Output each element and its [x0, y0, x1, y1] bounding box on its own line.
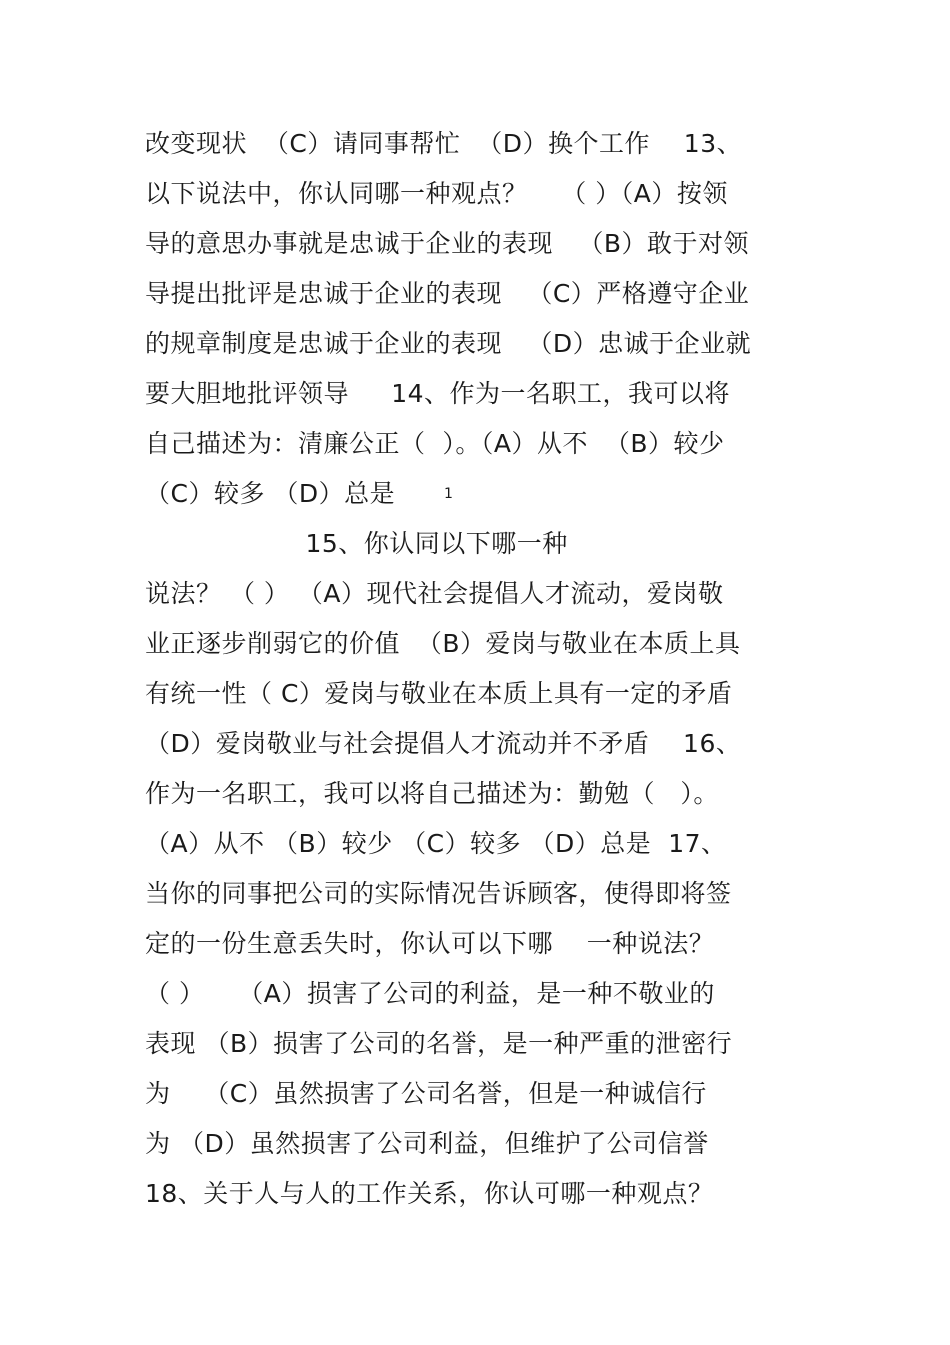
text-line: （A）从不 （B）较少 （C）较多 （D）总是 17、 [145, 829, 727, 858]
text-line: 以下说法中，你认同哪一种观点？ （ ）（A）按领 [145, 179, 728, 208]
text-line: 为 （D）虽然损害了公司利益，但维护了公司信誉 [145, 1129, 709, 1158]
text-line: 为 （C）虽然损害了公司名誉，但是一种诚信行 [145, 1079, 707, 1108]
text-line: 说法？ （ ） （A）现代社会提倡人才流动，爱岗敬 [145, 579, 724, 608]
text-line: 业正逐步削弱它的价值 （B）爱岗与敬业在本质上具 [145, 629, 741, 658]
text-line: 自己描述为：清廉公正（ ）。（A）从不 （B）较少 [145, 429, 725, 458]
text-line: 15、你认同以下哪一种 [145, 529, 568, 558]
text-line: 要大胆地批评领导 14、作为一名职工，我可以将 [145, 379, 731, 408]
text-line: 有统一性（ C）爱岗与敬业在本质上具有一定的矛盾 [145, 679, 733, 708]
text-line: 作为一名职工，我可以将自己描述为：勤勉（ ）。 [145, 779, 719, 808]
page-number: 1 [444, 486, 453, 502]
text-line: 表现 （B）损害了公司的名誉，是一种严重的泄密行 [145, 1029, 733, 1058]
text-line: （C）较多 （D）总是 [145, 479, 396, 508]
text-line: 的规章制度是忠诚于企业的表现 （D）忠诚于企业就 [145, 329, 752, 358]
text-line: 18、关于人与人的工作关系，你认可哪一种观点？ [145, 1179, 714, 1208]
text-line: （ ） （A）损害了公司的利益，是一种不敬业的 [145, 979, 715, 1008]
text-line: 当你的同事把公司的实际情况告诉顾客，使得即将签 [145, 879, 732, 908]
text-line: 导的意思办事就是忠诚于企业的表现 （B）敢于对领 [145, 229, 749, 258]
text-line: 导提出批评是忠诚于企业的表现 （C）严格遵守企业 [145, 279, 750, 308]
text-line: 定的一份生意丢失时，你认可以下哪 一种说法？ [145, 929, 715, 958]
text-line: （D）爱岗敬业与社会提倡人才流动并不矛盾 16、 [145, 729, 742, 758]
text-line: 改变现状 （C）请同事帮忙 （D）换个工作 13、 [145, 129, 743, 158]
